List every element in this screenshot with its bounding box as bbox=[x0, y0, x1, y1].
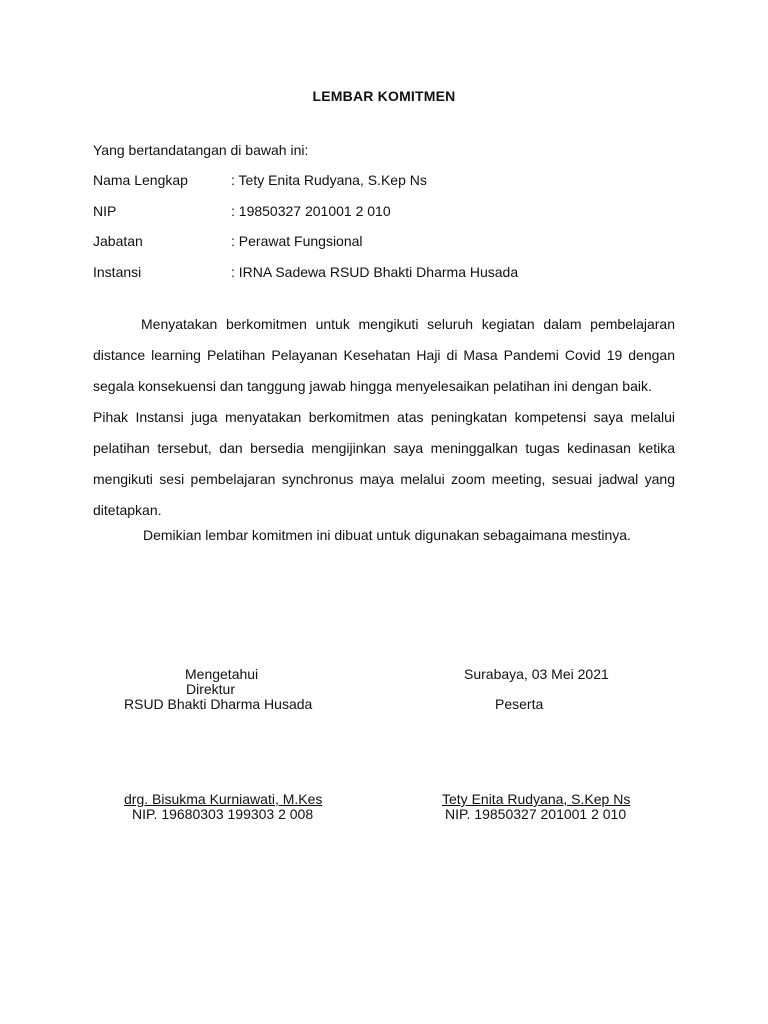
document-title: LEMBAR KOMITMEN bbox=[312, 88, 456, 104]
field-label: Instansi bbox=[93, 264, 142, 280]
sig-right-role: Peserta bbox=[495, 696, 544, 712]
field-value: : IRNA Sadewa RSUD Bhakti Dharma Husada bbox=[231, 264, 519, 280]
sig-right-name: Tety Enita Rudyana, S.Kep Ns bbox=[442, 791, 631, 807]
field-label: NIP bbox=[93, 203, 117, 219]
field-value: : 19850327 201001 2 010 bbox=[231, 203, 391, 219]
sig-left-line3: RSUD Bhakti Dharma Husada bbox=[124, 696, 313, 712]
paragraph-commitment: Menyatakan berkomitmen untuk mengikuti seluruh kegiatan dalam pembelajaran distance learning Pelatihan Pelayanan Kesehatan Haji di Masa Pandemi Covid 19 dengan segala konsekuensi dan tanggung jawab hingga menyelesaikan pelatihan ini dengan baik. bbox=[93, 316, 675, 394]
body-text bbox=[93, 309, 675, 526]
sig-left-nip: NIP. 19680303 199303 2 008 bbox=[132, 806, 314, 822]
field-value: : Tety Enita Rudyana, S.Kep Ns bbox=[231, 172, 427, 188]
paragraph-institution: Pihak Instansi juga menyatakan berkomitmen atas peningkatan kompetensi saya melalui pelatihan tersebut, dan bersedia mengijinkan saya meninggalkan tugas kedinasan ketika mengikuti sesi pembelajaran synchronus maya melalui zoom meeting, sesuai jadwal yang ditetapkan. bbox=[93, 409, 675, 518]
field-label: Jabatan bbox=[93, 233, 143, 249]
sig-left-line1: Mengetahui bbox=[185, 666, 259, 682]
sig-right-nip: NIP. 19850327 201001 2 010 bbox=[445, 806, 627, 822]
sig-right-place-date: Surabaya, 03 Mei 2021 bbox=[464, 666, 609, 682]
closing-text: Demikian lembar komitmen ini dibuat untuk digunakan sebagaimana mestinya. bbox=[143, 527, 631, 543]
sig-left-name: drg. Bisukma Kurniawati, M.Kes bbox=[124, 791, 323, 807]
intro-text: Yang bertandatangan di bawah ini: bbox=[93, 142, 309, 158]
field-value: : Perawat Fungsional bbox=[231, 233, 363, 249]
sig-left-line2: Direktur bbox=[186, 681, 236, 697]
field-label: Nama Lengkap bbox=[93, 172, 188, 188]
